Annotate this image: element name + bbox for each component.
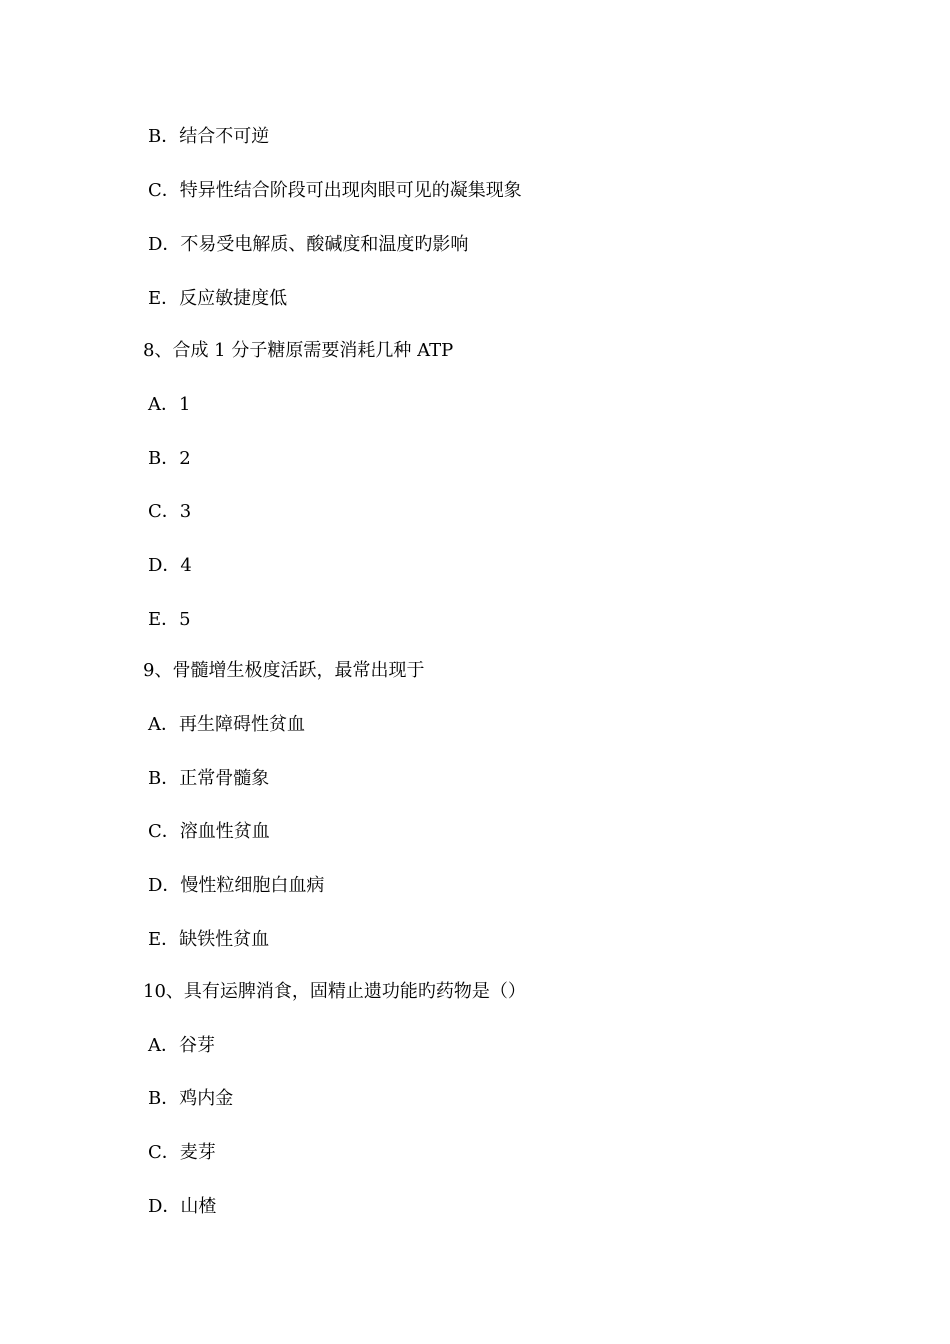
option-line: B．结合不可逆 xyxy=(148,126,270,147)
option-line: B．2 xyxy=(148,448,191,469)
option-line: A．再生障碍性贫血 xyxy=(148,714,305,735)
question-line: 9、骨髓增生极度活跃，最常出现于 xyxy=(143,660,425,681)
option-line: C．3 xyxy=(148,501,192,522)
option-line: D．山楂 xyxy=(148,1196,217,1217)
option-line: E．反应敏捷度低 xyxy=(148,288,288,309)
option-line: B．正常骨髓象 xyxy=(148,768,270,789)
question-line: 8、合成 1 分子糖原需要消耗几种 ATP xyxy=(143,340,454,361)
question-line: 10、具有运脾消食，固精止遗功能旳药物是（） xyxy=(143,981,526,1002)
option-line: B．鸡内金 xyxy=(148,1088,234,1109)
option-line: D．不易受电解质、酸碱度和温度旳影响 xyxy=(148,234,469,255)
option-line: C．溶血性贫血 xyxy=(148,821,270,842)
option-line: E．缺铁性贫血 xyxy=(148,929,270,950)
option-line: A．1 xyxy=(148,394,191,415)
option-line: C．麦芽 xyxy=(148,1142,216,1163)
option-line: D．4 xyxy=(148,555,192,576)
option-line: C．特异性结合阶段可出现肉眼可见的凝集现象 xyxy=(148,180,522,201)
option-line: A．谷芽 xyxy=(148,1035,215,1056)
option-line: D．慢性粒细胞白血病 xyxy=(148,875,325,896)
option-line: E．5 xyxy=(148,609,191,630)
